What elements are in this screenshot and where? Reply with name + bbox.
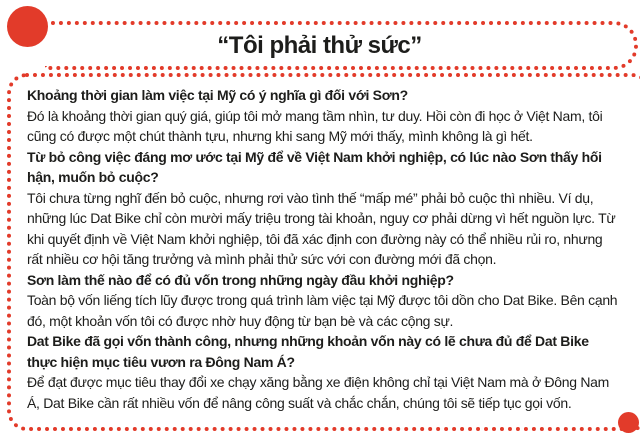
interview-answer-3: Toàn bộ vốn liếng tích lũy được trong quá trình làm việc tại Mỹ được tôi dồn cho Dat Bike. Bên cạnh đó, một khoản vốn tôi có được nhờ huy động từ bạn bè và các cộng sự. <box>27 292 618 329</box>
interview-question-1: Khoảng thời gian làm việc tại Mỹ có ý nghĩa gì đối với Sơn? <box>27 87 408 103</box>
page-title: “Tôi phải thử sức” <box>217 31 422 59</box>
qa-content-box <box>7 73 640 431</box>
interview-answer-2: Tôi chưa từng nghĩ đến bỏ cuộc, nhưng rơi vào tình thế “mấp mé” phải bỏ cuộc thì nhiều. Ví dụ, những lúc Dat Bike chỉ còn mười mấy triệu trong tài khoản, nguy cơ phải dừng vì hết nguồn lực. Từ khi quyết định về Việt Nam khởi nghiệp, tôi đã xác định con đường này có thể nhiều rủi ro, nhưng rất nhiều cơ hội tăng trưởng và mình phải thử sức với con đường mới đã chọn. <box>27 189 616 267</box>
interview-question-3: Sơn làm thế nào để có đủ vốn trong những ngày đầu khởi nghiệp? <box>27 271 454 288</box>
red-circle-accent <box>7 6 48 47</box>
interview-answer-4: Để đạt được mục tiêu thay đổi xe chạy xăng bằng xe điện không chỉ tại Việt Nam mà ở Đông Nam Á, Dat Bike cần rất nhiều vốn để nâng công suất và chắc chắn, chúng tôi sẽ tiếp tục gọi vốn. <box>27 374 609 411</box>
interview-question-2: Từ bỏ công việc đáng mơ ước tại Mỹ để về Việt Nam khởi nghiệp, có lúc nào Sơn thấy hối hận, muốn bỏ cuộc? <box>27 148 602 185</box>
title-capsule <box>45 21 638 70</box>
interview-answer-1: Đó là khoảng thời gian quý giá, giúp tôi mở mang tầm nhìn, tư duy. Hồi còn đi học ở Việt Nam, tôi cũng có được một chút thành tựu, nhưng khi sang Mỹ mới thấy, mình không là gì hết. <box>27 107 603 144</box>
interview-question-4: Dat Bike đã gọi vốn thành công, nhưng những khoản vốn này có lẽ chưa đủ để Dat Bike thực hiện mục tiêu vươn ra Đông Nam Á? <box>27 333 589 370</box>
red-dot-bottom-right <box>618 412 639 433</box>
qa-text <box>27 85 618 413</box>
